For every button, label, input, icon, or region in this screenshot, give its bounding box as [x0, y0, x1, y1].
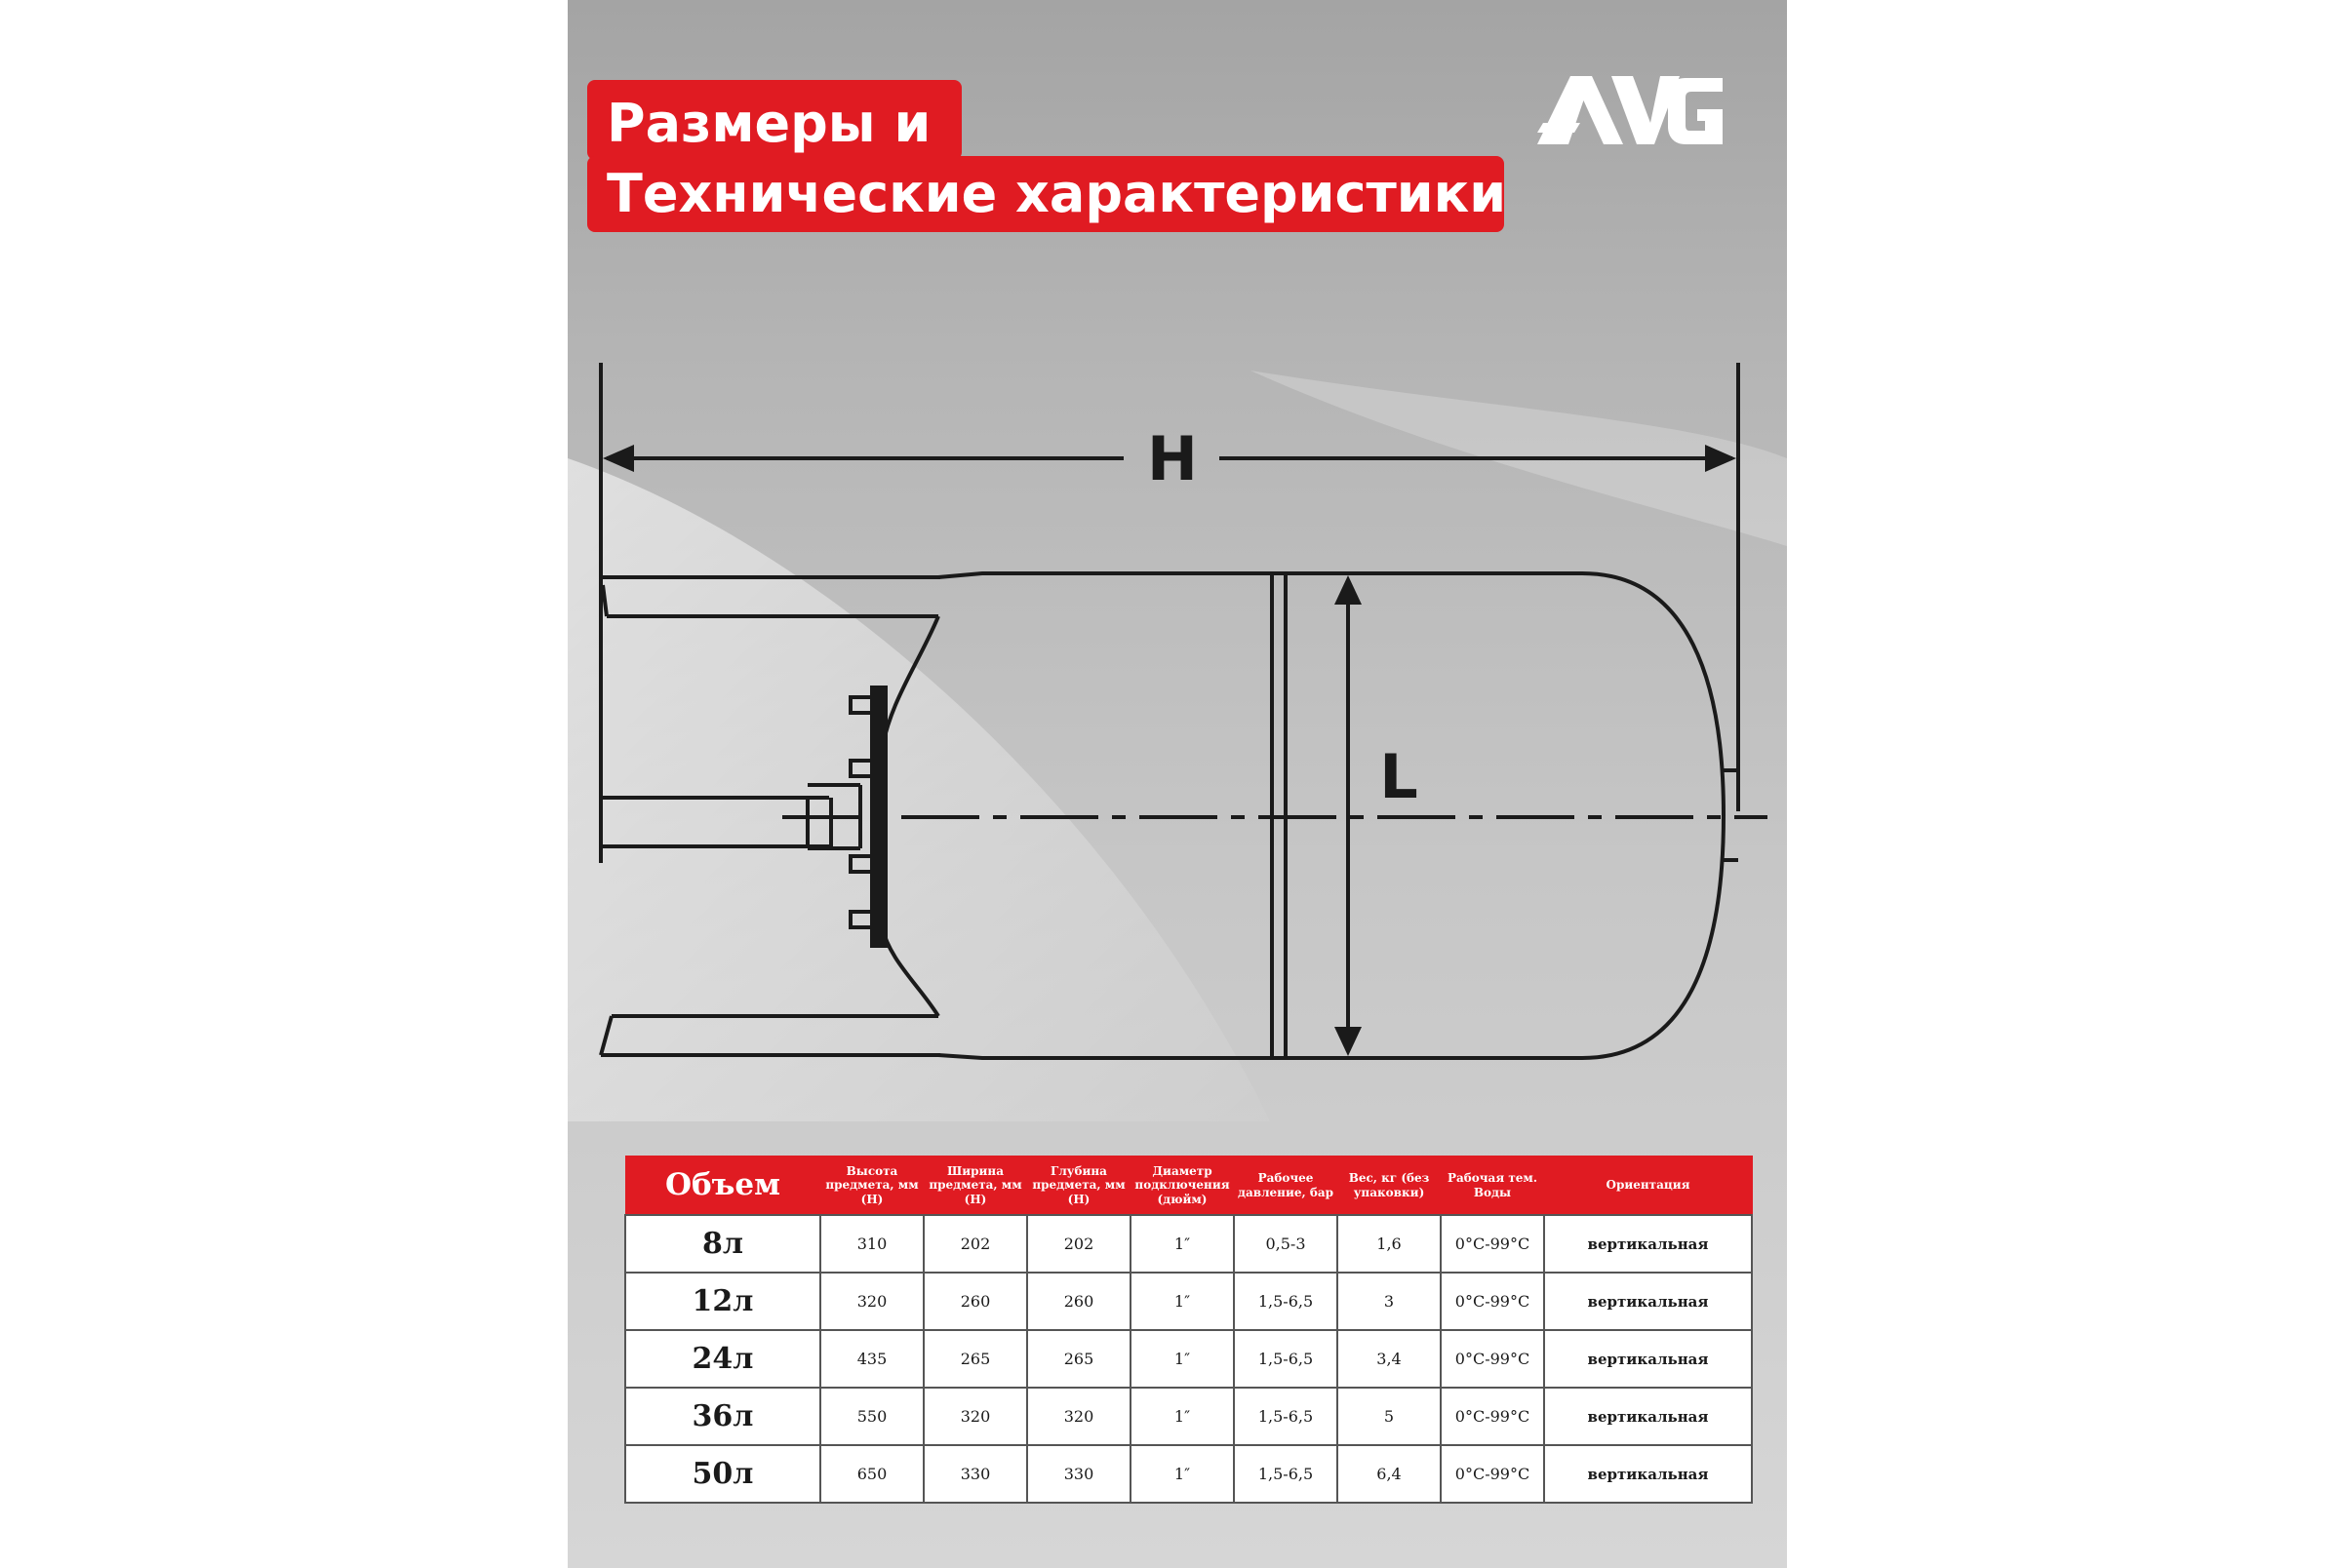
table-cell: 202 [924, 1215, 1027, 1273]
table-cell: 0°C-99°C [1441, 1215, 1544, 1273]
table-cell: 0°C-99°C [1441, 1445, 1544, 1503]
table-row [625, 1215, 1752, 1273]
table-cell: 0°C-99°C [1441, 1388, 1544, 1445]
table-cell: 1″ [1131, 1273, 1234, 1330]
dimension-label-l: L [1379, 741, 1418, 812]
table-cell: 5 [1337, 1388, 1441, 1445]
table-cell: 3 [1337, 1273, 1441, 1330]
table-cell: 310 [820, 1215, 924, 1273]
table-cell: 1″ [1131, 1445, 1234, 1503]
table-cell: 3,4 [1337, 1330, 1441, 1388]
table-cell: 1,6 [1337, 1215, 1441, 1273]
table-cell: 320 [820, 1273, 924, 1330]
table-cell: вертикальная [1544, 1388, 1752, 1445]
table-cell: 1,5-6,5 [1234, 1388, 1337, 1445]
table-cell: 260 [924, 1273, 1027, 1330]
table-cell: вертикальная [1544, 1330, 1752, 1388]
table-header-cell: Вес, кг (без упаковки) [1337, 1156, 1441, 1216]
table-header-cell: Глубина предмета, мм (Н) [1027, 1156, 1131, 1216]
spec-sheet [568, 0, 1787, 1568]
page-title-line2: Технические характеристики [587, 156, 1504, 232]
table-header-cell: Рабочее давление, бар [1234, 1156, 1337, 1216]
table-cell: 24л [625, 1330, 820, 1388]
table-cell: 1″ [1131, 1215, 1234, 1273]
table-cell: 36л [625, 1388, 820, 1445]
table-header-cell: Ориентация [1544, 1156, 1752, 1216]
page-title-line1: Размеры и [587, 80, 962, 160]
table-cell: 6,4 [1337, 1445, 1441, 1503]
table-cell: 0°C-99°C [1441, 1273, 1544, 1330]
table-cell: 1,5-6,5 [1234, 1330, 1337, 1388]
table-cell: 265 [1027, 1330, 1131, 1388]
table-row [625, 1445, 1752, 1503]
table-cell: 0°C-99°C [1441, 1330, 1544, 1388]
table-cell: 1,5-6,5 [1234, 1445, 1337, 1503]
table-cell: 0,5-3 [1234, 1215, 1337, 1273]
table-cell: 202 [1027, 1215, 1131, 1273]
table-cell: вертикальная [1544, 1215, 1752, 1273]
table-header-cell: Рабочая тем. Воды [1441, 1156, 1544, 1216]
table-cell: 1,5-6,5 [1234, 1273, 1337, 1330]
table-cell: вертикальная [1544, 1445, 1752, 1503]
table-row [625, 1388, 1752, 1445]
table-cell: 8л [625, 1215, 820, 1273]
table-header-cell: Диаметр подключения (дюйм) [1131, 1156, 1234, 1216]
specs-table [624, 1156, 1753, 1504]
table-cell: 265 [924, 1330, 1027, 1388]
table-cell: 12л [625, 1273, 820, 1330]
table-cell: вертикальная [1544, 1273, 1752, 1330]
table-cell: 330 [1027, 1445, 1131, 1503]
table-cell: 1″ [1131, 1388, 1234, 1445]
table-cell: 320 [1027, 1388, 1131, 1445]
table-cell: 550 [820, 1388, 924, 1445]
table-cell: 435 [820, 1330, 924, 1388]
table-row [625, 1273, 1752, 1330]
table-cell: 260 [1027, 1273, 1131, 1330]
table-cell: 650 [820, 1445, 924, 1503]
table-header-cell: Объем [625, 1156, 820, 1216]
table-row [625, 1330, 1752, 1388]
table-cell: 330 [924, 1445, 1027, 1503]
dimension-label-h: H [1147, 423, 1198, 494]
table-cell: 320 [924, 1388, 1027, 1445]
table-header-row [625, 1156, 1752, 1216]
table-header-cell: Высота предмета, мм (H) [820, 1156, 924, 1216]
table-header-cell: Ширина предмета, мм (Н) [924, 1156, 1027, 1216]
table-cell: 1″ [1131, 1330, 1234, 1388]
table-cell: 50л [625, 1445, 820, 1503]
